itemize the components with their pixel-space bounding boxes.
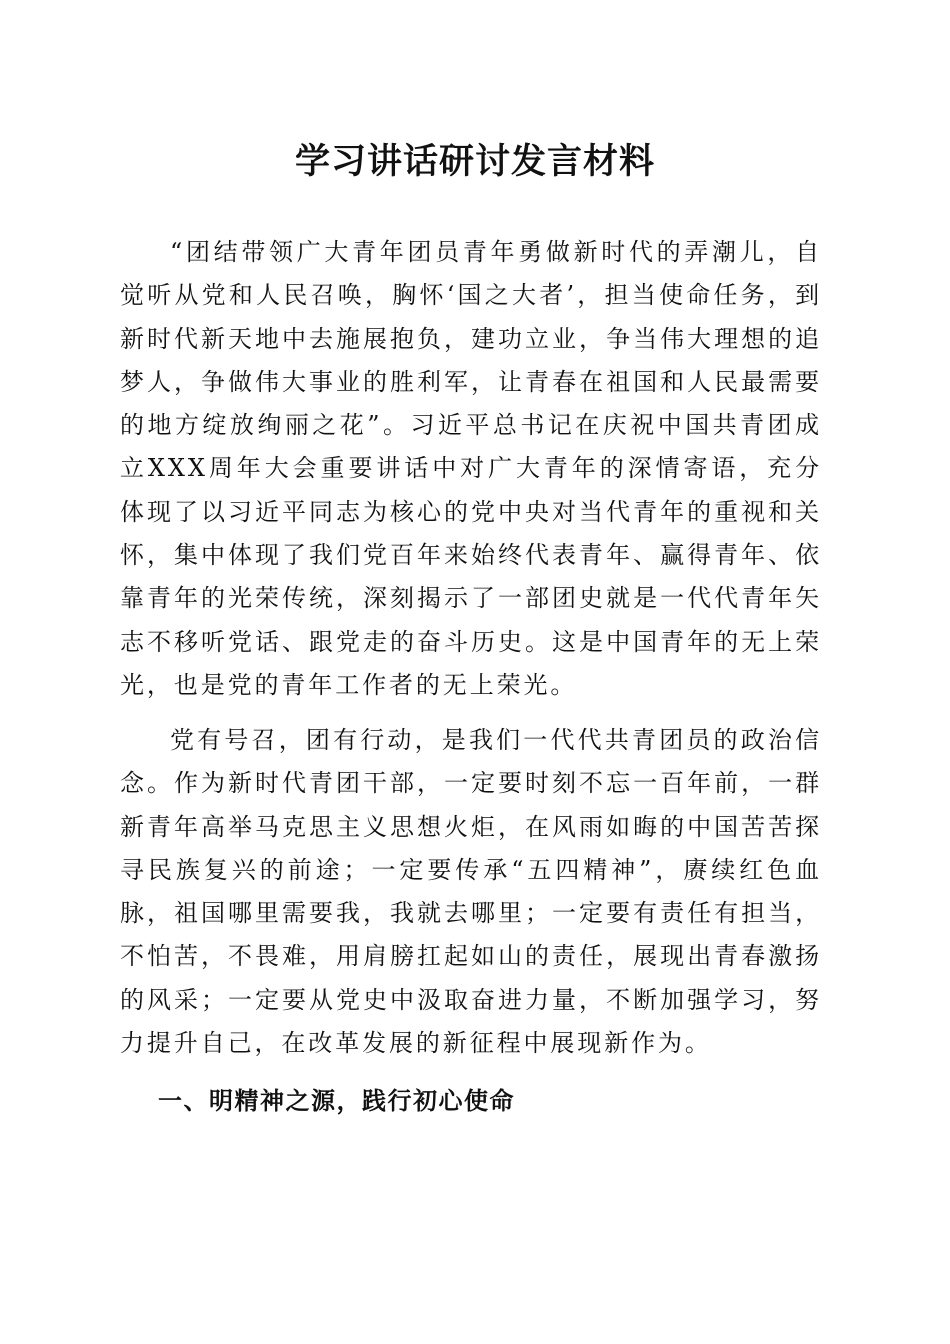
paragraph-1: “团结带领广大青年团员青年勇做新时代的弄潮儿，自觉听从党和人民召唤，胸怀‘国之大者’，担当使命任务，到新时代新天地中去施展抱负，建功立业，争当伟大理想的追梦人，争做伟大事业的胜利军，让青春在祖国和人民最需要的地方绽放绚丽之花”。习近平总书记在庆祝中国共青团成立XXX周年大会重要讲话中对广大青年的深情寄语，充分体现了以习近平同志为核心的党中央对当代青年的重视和关怀，集中体现了我们党百年来始终代表青年、赢得青年、依靠青年的光荣传统，深刻揭示了一部团史就是一代代青年矢志不移听党话、跟党走的奋斗历史。这是中国青年的无上荣光，也是党的青年工作者的无上荣光。 [120, 238, 822, 699]
section-heading: 一、明精神之源，践行初心使命 [158, 1087, 515, 1115]
document-title: 学习讲话研讨发言材料 [294, 142, 655, 182]
paragraph-2: 党有号召，团有行动，是我们一代代共青团员的政治信念。作为新时代青团干部，一定要时刻不忘一百年前，一群新青年高举马克思主义思想火炬，在风雨如晦的中国苦苦探寻民族复兴的前途；一定要传承“五四精神”，赓续红色血脉，祖国哪里需要我，我就去哪里；一定要有责任有担当，不怕苦，不畏难，用肩膀扛起如山的责任，展现出青春激扬的风采；一定要从党史中汲取奋进力量，不断加强学习，努力提升自己，在改革发展的新征程中展现新作为。 [120, 726, 822, 1058]
